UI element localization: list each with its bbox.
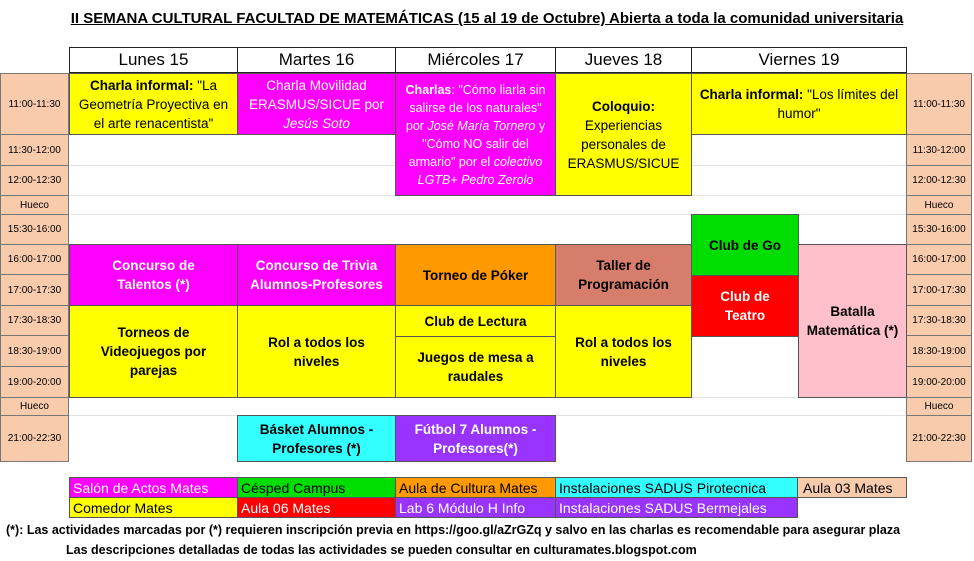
event-rol-martes[interactable]: Rol a todos los niveles xyxy=(237,305,396,398)
event-label-bold: Charla informal: xyxy=(699,87,804,102)
legend-aula-cultura: Aula de Cultura Mates xyxy=(395,477,556,498)
time-label: Hueco xyxy=(906,397,972,416)
time-label: 17:30-18:30 xyxy=(0,305,69,336)
time-label: 19:00-20:00 xyxy=(906,366,972,398)
event-torneo-poker[interactable]: Torneo de Póker xyxy=(395,244,556,306)
event-lunes-charla[interactable] xyxy=(69,73,238,135)
time-label: 18:30-19:00 xyxy=(906,335,972,367)
time-label: 17:00-17:30 xyxy=(906,274,972,306)
legend-sadus-pirotecnica: Instalaciones SADUS Pirotecnica xyxy=(555,477,798,498)
day-header-miercoles: Miércoles 17 xyxy=(395,47,556,73)
event-label: Experiencias personales de ERASMUS/SICUE xyxy=(567,117,680,171)
time-label: Hueco xyxy=(0,195,69,215)
legend-aula-06: Aula 06 Mates xyxy=(237,497,396,518)
page-title: II SEMANA CULTURAL FACULTAD DE MATEMÁTICAS (15 al 19 de Octubre) Abierta a toda la comunidad universitaria xyxy=(70,10,904,27)
event-label: "La Geometría Proyectiva en el arte renacentista" xyxy=(78,77,229,131)
footnote-descriptions: Las descripciones detalladas de todas las actividades se pueden consultar en culturamates.blogspot.com xyxy=(66,543,697,557)
time-label: 16:00-17:00 xyxy=(0,244,69,275)
event-club-go[interactable]: Club de Go xyxy=(691,214,799,276)
day-header-jueves: Jueves 18 xyxy=(555,47,692,73)
event-label-bold: Charla informal: xyxy=(89,77,194,93)
time-label: 15:30-16:00 xyxy=(906,214,972,245)
event-speaker: Jesús Soto xyxy=(283,115,350,131)
event-label: : "Cómo liarla sin salirse de los naturales" por xyxy=(405,82,546,133)
event-club-teatro[interactable]: Club de Teatro xyxy=(691,275,799,337)
event-label-bold: Charlas xyxy=(405,82,452,97)
event-martes-charla[interactable] xyxy=(237,73,396,135)
event-basket[interactable]: Básket Alumnos - Profesores (*) xyxy=(237,415,396,462)
legend-comedor: Comedor Mates xyxy=(69,497,238,518)
legend-sadus-bermejales: Instalaciones SADUS Bermejales xyxy=(555,497,798,518)
legend-aula-03: Aula 03 Mates xyxy=(797,477,907,498)
time-label: 12:00-12:30 xyxy=(906,165,972,196)
event-concurso-trivia[interactable]: Concurso de Trivia Alumnos-Profesores xyxy=(237,244,396,306)
event-club-lectura[interactable]: Club de Lectura xyxy=(395,305,556,337)
time-label: 17:30-18:30 xyxy=(906,305,972,336)
event-viernes-charla[interactable] xyxy=(691,73,907,135)
time-label: Hueco xyxy=(0,397,69,416)
event-miercoles-charlas[interactable] xyxy=(395,73,556,196)
time-label: Hueco xyxy=(906,195,972,215)
event-torneos-videojuegos[interactable]: Torneos de Videojuegos por parejas xyxy=(69,305,238,398)
event-futbol[interactable]: Fútbol 7 Alumnos - Profesores(*) xyxy=(395,415,556,462)
time-label: 11:30-12:00 xyxy=(906,134,972,166)
event-label: "Los límites del humor" xyxy=(777,87,899,121)
legend-cesped-campus: Césped Campus xyxy=(237,477,396,498)
legend-salon-actos: Salón de Actos Mates xyxy=(69,477,238,498)
time-label: 18:30-19:00 xyxy=(0,335,69,367)
time-label: 12:00-12:30 xyxy=(0,165,69,196)
event-rol-jueves[interactable]: Rol a todos los niveles xyxy=(555,305,692,398)
event-juegos-mesa[interactable]: Juegos de mesa a raudales xyxy=(395,336,556,398)
event-concurso-talentos[interactable]: Concurso de Talentos (*) xyxy=(69,244,238,306)
event-batalla-matematica[interactable]: Batalla Matemática (*) xyxy=(798,244,907,398)
event-taller-programacion[interactable]: Taller de Programación xyxy=(555,244,692,306)
time-label: 15:30-16:00 xyxy=(0,214,69,245)
event-label: Charla Movilidad ERASMUS/SICUE por xyxy=(248,77,385,112)
event-speaker: colectivo LGTB+ Pedro Zerolo xyxy=(417,154,543,187)
time-label: 11:00-11:30 xyxy=(0,73,69,135)
day-header-viernes: Viernes 19 xyxy=(691,47,907,73)
event-label: y "Cómo NO salir del armario" por el xyxy=(408,118,546,169)
time-label: 21:00-22:30 xyxy=(0,415,69,462)
time-label: 19:00-20:00 xyxy=(0,366,69,398)
footnote-inscription: (*): Las actividades marcadas por (*) requieren inscripción previa en https://goo.gl/aZrGZq y salvo en las charlas es recomendable para asegurar plaza xyxy=(6,523,901,537)
time-label: 17:00-17:30 xyxy=(0,274,69,306)
day-header-martes: Martes 16 xyxy=(237,47,396,73)
time-label: 11:00-11:30 xyxy=(906,73,972,135)
time-label: 21:00-22:30 xyxy=(906,415,972,462)
event-jueves-coloquio[interactable] xyxy=(555,73,692,196)
day-header-lunes: Lunes 15 xyxy=(69,47,238,73)
event-speaker: José María Tornero xyxy=(427,118,536,133)
event-label-bold: Coloquio: xyxy=(592,98,655,114)
legend-lab6: Lab 6 Módulo H Info xyxy=(395,497,556,518)
time-label: 16:00-17:00 xyxy=(906,244,972,275)
time-label: 11:30-12:00 xyxy=(0,134,69,166)
